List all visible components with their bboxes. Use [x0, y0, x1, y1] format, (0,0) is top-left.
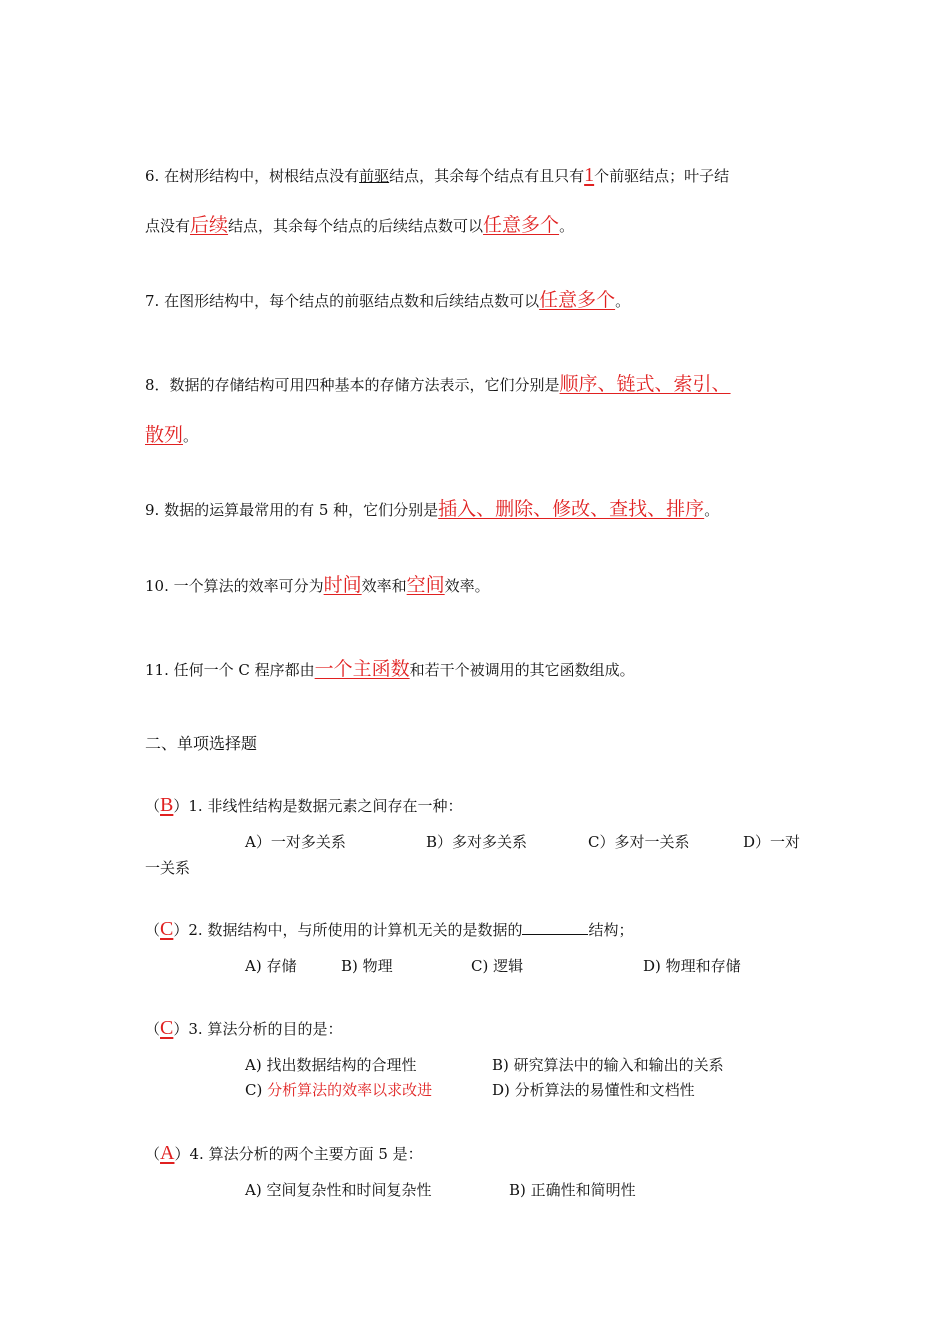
choice3-answer: C [160, 1017, 174, 1039]
choice1-option-a: A）一对多关系 [245, 833, 346, 851]
choice3-stem [145, 1017, 342, 1040]
choice3-option-c [245, 1079, 432, 1101]
choice3-option-c-prefix: C) [245, 1081, 268, 1099]
choice2-option-d: D) 物理和存储 [643, 957, 741, 975]
q9-text-2: 。 [704, 501, 720, 519]
q10-text-1: 10. 一个算法的效率可分为 [145, 577, 324, 595]
choice1-stem [145, 794, 462, 817]
choice2-answer: C [160, 918, 174, 940]
q11-answer: 一个主函数 [314, 658, 410, 680]
q11-text-2: 和若干个被调用的其它函数组成。 [409, 661, 635, 679]
choice2-option-c: C) 逻辑 [471, 957, 524, 975]
choice3-option-c-text: 分析算法的效率以求改进 [267, 1081, 433, 1099]
q8-line1 [145, 373, 731, 396]
choice1-text: 1. 非线性结构是数据元素之间存在一种： [188, 797, 463, 815]
choice2-option-b: B) 物理 [341, 957, 393, 975]
q10-line [145, 574, 490, 597]
q6-text-1: 6. 在树形结构中，树根结点没有 [145, 167, 360, 185]
q10-text-3: 效率。 [444, 577, 490, 595]
q11-line [145, 658, 635, 681]
q7-answer: 任意多个 [539, 289, 616, 311]
paren-close: ） [173, 797, 189, 815]
paren-open: （ [145, 921, 161, 939]
q6-answer-2: 后续 [190, 214, 229, 236]
paren-close: ） [173, 921, 189, 939]
section-title: 二、单项选择题 [145, 734, 258, 753]
choice3-option-b: B) 研究算法中的输入和输出的关系 [492, 1056, 724, 1074]
q6-text-3: 个前驱结点；叶子结 [594, 167, 730, 185]
choice2-stem [145, 918, 633, 941]
choice2-text: 2. 数据结构中，与所使用的计算机无关的是数据的 [188, 921, 523, 939]
choice4-option-a: A) 空间复杂性和时间复杂性 [245, 1181, 432, 1199]
paren-open: （ [145, 1020, 161, 1038]
choice4-stem [145, 1142, 423, 1165]
choice4-text: 4. 算法分析的两个主要方面 5 是： [189, 1145, 423, 1163]
q6-text-6: 。 [559, 217, 575, 235]
q6-answer-3: 任意多个 [483, 214, 560, 236]
q9-text-1: 9. 数据的运算最常用的有 5 种，它们分别是 [145, 501, 439, 519]
q6-text-2: 结点，其余每个结点有且只有 [389, 167, 585, 185]
q6-line2 [145, 214, 574, 237]
q7-text-2: 。 [615, 292, 631, 310]
choice1-option-d: D）一对 [743, 833, 801, 851]
q6-text-5: 结点，其余每个结点的后续结点数可以 [228, 217, 484, 235]
q9-line [145, 498, 719, 521]
paren-open: （ [145, 1145, 161, 1163]
q6-line1 [145, 164, 729, 187]
paren-open: （ [145, 797, 161, 815]
choice1-option-d-cont: 一关系 [145, 859, 191, 877]
q6-underlined-term: 前驱 [359, 167, 390, 185]
choice2-text-2: 结构； [588, 921, 634, 939]
choice4-option-b: B) 正确性和简明性 [509, 1181, 636, 1199]
q9-answer: 插入、删除、修改、查找、排序 [438, 498, 705, 520]
choice1-option-c: C）多对一关系 [588, 833, 690, 851]
q8-answer-2: 散列 [145, 424, 184, 446]
choice1-option-b: B）多对多关系 [426, 833, 528, 851]
q6-answer-1: 1 [584, 164, 595, 186]
q8-answer-1: 顺序、链式、索引、 [559, 373, 731, 395]
choice4-answer: A [160, 1142, 175, 1164]
q6-text-4: 点没有 [145, 217, 191, 235]
paren-close: ） [174, 1145, 190, 1163]
paren-close: ） [173, 1020, 189, 1038]
choice3-text: 3. 算法分析的目的是： [188, 1020, 343, 1038]
q11-text-1: 11. 任何一个 C 程序都由 [145, 661, 315, 679]
choice2-option-a: A) 存储 [245, 957, 297, 975]
q7-text-1: 7. 在图形结构中，每个结点的前驱结点数和后续结点数可以 [145, 292, 540, 310]
q8-text-1: 8．数据的存储结构可用四种基本的存储方法表示，它们分别是 [145, 376, 560, 394]
q8-line2 [145, 424, 198, 447]
answer-blank [522, 920, 588, 935]
choice3-option-d: D) 分析算法的易懂性和文档性 [492, 1081, 695, 1099]
choice3-option-a: A) 找出数据结构的合理性 [245, 1056, 417, 1074]
q10-text-2: 效率和 [361, 577, 407, 595]
q10-answer-2: 空间 [406, 574, 445, 596]
q10-answer-1: 时间 [323, 574, 362, 596]
q8-text-2: 。 [183, 427, 199, 445]
choice1-answer: B [160, 794, 174, 816]
q7-line [145, 289, 630, 312]
